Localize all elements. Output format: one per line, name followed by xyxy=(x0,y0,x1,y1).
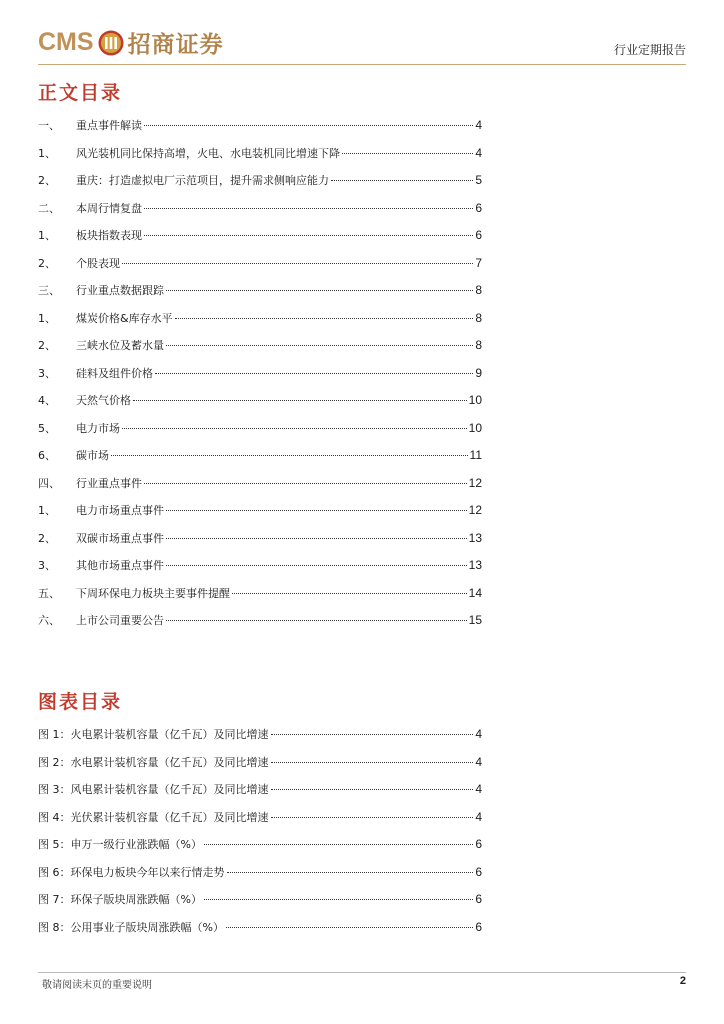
toc-entry-page: 14 xyxy=(468,585,482,600)
dot-leader xyxy=(227,872,474,873)
toc-entry[interactable] xyxy=(38,365,482,393)
figure-entry-label: 图 6：环保电力板块今年以来行情走势 xyxy=(38,865,225,879)
toc-entry-page: 6 xyxy=(475,200,482,215)
toc-entry-label: 重庆：打造虚拟电厂示范项目，提升需求侧响应能力 xyxy=(76,174,329,187)
toc-entry[interactable] xyxy=(38,475,482,503)
toc-entry-page: 8 xyxy=(475,338,482,352)
toc-entry-label: 电力市场重点事件 xyxy=(76,504,164,517)
figure-entry-page: 6 xyxy=(475,892,482,906)
toc-entry-label: 碳市场 xyxy=(76,449,109,462)
dot-leader xyxy=(271,817,474,818)
toc-entry-number: 4、 xyxy=(38,394,56,407)
toc-entry-label: 电力市场 xyxy=(76,421,120,435)
dot-leader xyxy=(175,318,474,319)
dot-leader xyxy=(232,593,467,594)
dot-leader xyxy=(166,290,473,291)
toc-entry[interactable] xyxy=(38,337,482,365)
toc-entry[interactable] xyxy=(38,172,482,200)
dot-leader xyxy=(342,153,473,154)
toc-entry[interactable] xyxy=(38,310,482,338)
toc-entry-label: 上市公司重要公告 xyxy=(76,614,164,627)
toc-entry-page: 6 xyxy=(475,228,482,242)
toc-entry[interactable] xyxy=(38,145,482,173)
figure-entry-label: 图 4：光伏累计装机容量（亿千瓦）及同比增速 xyxy=(38,810,269,824)
toc-entry-number: 6、 xyxy=(38,449,56,462)
page-number: 2 xyxy=(679,975,686,987)
toc-entry-page: 5 xyxy=(475,173,482,187)
dot-leader xyxy=(144,208,473,209)
dot-leader xyxy=(271,789,474,790)
cms-logo xyxy=(38,26,224,59)
dot-leader xyxy=(155,373,473,374)
figure-entry-page: 4 xyxy=(475,782,482,796)
toc-entry-page: 11 xyxy=(469,448,482,462)
footer-divider xyxy=(38,972,686,973)
toc-entry-number: 1、 xyxy=(38,146,56,160)
figure-entry-page: 6 xyxy=(475,864,482,879)
figure-entry[interactable] xyxy=(38,781,482,809)
toc-entry-page: 10 xyxy=(468,393,482,407)
figure-entry[interactable] xyxy=(38,891,482,919)
logo-chinese-text: 招商证券 xyxy=(127,32,224,58)
toc-entry[interactable] xyxy=(38,530,482,558)
figure-entry-label: 图 5：申万一级行业涨跌幅（%） xyxy=(38,838,202,851)
toc-entry[interactable] xyxy=(38,227,482,255)
toc-entry-label: 重点事件解读 xyxy=(76,119,142,132)
toc-entry-number: 1、 xyxy=(38,229,56,242)
toc-entry-number: 四、 xyxy=(38,476,60,490)
toc-entry-label: 下周环保电力板块主要事件提醒 xyxy=(76,586,230,600)
toc-entry-number: 1、 xyxy=(38,504,56,517)
page-header xyxy=(38,24,686,64)
toc-entry-number: 六、 xyxy=(38,614,60,627)
toc-entry-number: 五、 xyxy=(38,586,60,600)
figures-title: 图表目录 xyxy=(38,691,123,713)
toc-title: 正文目录 xyxy=(38,82,123,104)
dot-leader xyxy=(226,927,473,928)
toc-entry-label: 个股表现 xyxy=(76,256,120,270)
toc-entry-label: 天然气价格 xyxy=(76,394,131,407)
figure-entry[interactable] xyxy=(38,726,482,754)
toc-entry[interactable] xyxy=(38,502,482,530)
toc-entry-label: 煤炭价格&库存水平 xyxy=(76,311,173,325)
toc-entry[interactable] xyxy=(38,255,482,283)
toc-entry-label: 双碳市场重点事件 xyxy=(76,531,164,545)
toc-entry-label: 硅料及组件价格 xyxy=(76,366,153,380)
toc-entry-number: 3、 xyxy=(38,559,56,572)
toc-entry-label: 行业重点事件 xyxy=(76,476,142,490)
toc-entry-number: 二、 xyxy=(38,201,60,215)
figure-entry[interactable] xyxy=(38,836,482,864)
figure-entry-label: 图 1：火电累计装机容量（亿千瓦）及同比增速 xyxy=(38,728,269,741)
toc-entry-label: 其他市场重点事件 xyxy=(76,559,164,572)
toc-entry-number: 2、 xyxy=(38,339,56,352)
toc-entry[interactable] xyxy=(38,612,482,640)
dot-leader xyxy=(166,345,473,346)
toc-entry-number: 5、 xyxy=(38,421,56,435)
toc-entry-page: 7 xyxy=(475,255,482,270)
dot-leader xyxy=(204,844,473,845)
figure-entry-page: 4 xyxy=(475,809,482,824)
figures-list xyxy=(38,726,482,946)
toc-entry-label: 本周行情复盘 xyxy=(76,201,142,215)
figure-entry[interactable] xyxy=(38,919,482,947)
toc-list xyxy=(38,117,482,640)
dot-leader xyxy=(111,455,468,456)
figure-entry-label: 图 2：水电累计装机容量（亿千瓦）及同比增速 xyxy=(38,755,269,769)
toc-entry[interactable] xyxy=(38,392,482,420)
figure-entry-page: 6 xyxy=(475,919,482,934)
toc-entry-page: 9 xyxy=(475,365,482,380)
dot-leader xyxy=(271,762,474,763)
footer-disclaimer: 敬请阅读末页的重要说明 xyxy=(42,980,152,991)
dot-leader xyxy=(166,620,467,621)
toc-entry-number: 2、 xyxy=(38,174,56,187)
dot-leader xyxy=(144,483,467,484)
toc-entry-number: 三、 xyxy=(38,284,60,297)
toc-entry-page: 10 xyxy=(468,420,482,435)
figure-entry[interactable] xyxy=(38,864,482,892)
report-type-label: 行业定期报告 xyxy=(613,43,686,57)
figure-entry-label: 图 8：公用事业子版块周涨跌幅（%） xyxy=(38,920,224,934)
dot-leader xyxy=(166,538,467,539)
toc-entry-label: 板块指数表现 xyxy=(76,229,142,242)
toc-entry-page: 15 xyxy=(468,613,482,627)
toc-entry-number: 2、 xyxy=(38,256,56,270)
toc-entry-page: 4 xyxy=(475,145,482,160)
figure-entry-label: 图 7：环保子版块周涨跌幅（%） xyxy=(38,893,202,906)
logo-latin-text: CMS xyxy=(38,28,94,56)
toc-entry-label: 风光装机同比保持高增，火电、水电装机同比增速下降 xyxy=(76,146,340,160)
toc-entry-page: 13 xyxy=(468,530,482,545)
dot-leader xyxy=(204,899,473,900)
toc-entry-page: 13 xyxy=(468,558,482,572)
toc-entry-page: 8 xyxy=(475,283,482,297)
toc-entry[interactable] xyxy=(38,447,482,475)
toc-entry-page: 12 xyxy=(468,475,482,490)
toc-entry[interactable] xyxy=(38,200,482,228)
toc-entry-label: 三峡水位及蓄水量 xyxy=(76,339,164,352)
figure-entry[interactable] xyxy=(38,809,482,837)
toc-entry-number: 3、 xyxy=(38,366,56,380)
dot-leader xyxy=(166,510,467,511)
figure-entry-page: 4 xyxy=(475,727,482,741)
figure-entry-label: 图 3：风电累计装机容量（亿千瓦）及同比增速 xyxy=(38,783,269,796)
toc-entry-number: 2、 xyxy=(38,531,56,545)
dot-leader xyxy=(122,263,473,264)
toc-entry-page: 8 xyxy=(475,310,482,325)
toc-entry[interactable] xyxy=(38,282,482,310)
toc-entry-number: 一、 xyxy=(38,119,60,132)
figure-entry-page: 4 xyxy=(475,754,482,769)
dot-leader xyxy=(144,125,473,126)
dot-leader xyxy=(133,400,467,401)
toc-entry-page: 12 xyxy=(468,503,482,517)
toc-entry[interactable] xyxy=(38,585,482,613)
dot-leader xyxy=(331,180,473,181)
toc-entry-number: 1、 xyxy=(38,311,56,325)
toc-entry-label: 行业重点数据跟踪 xyxy=(76,284,164,297)
figure-entry[interactable] xyxy=(38,754,482,782)
header-divider xyxy=(38,64,686,65)
logo-badge-icon xyxy=(98,30,124,56)
dot-leader xyxy=(122,428,467,429)
dot-leader xyxy=(144,235,473,236)
toc-entry[interactable] xyxy=(38,117,482,145)
figure-entry-page: 6 xyxy=(475,837,482,851)
toc-entry-page: 4 xyxy=(475,118,482,132)
toc-entry[interactable] xyxy=(38,420,482,448)
dot-leader xyxy=(271,734,474,735)
toc-entry[interactable] xyxy=(38,557,482,585)
dot-leader xyxy=(166,565,467,566)
